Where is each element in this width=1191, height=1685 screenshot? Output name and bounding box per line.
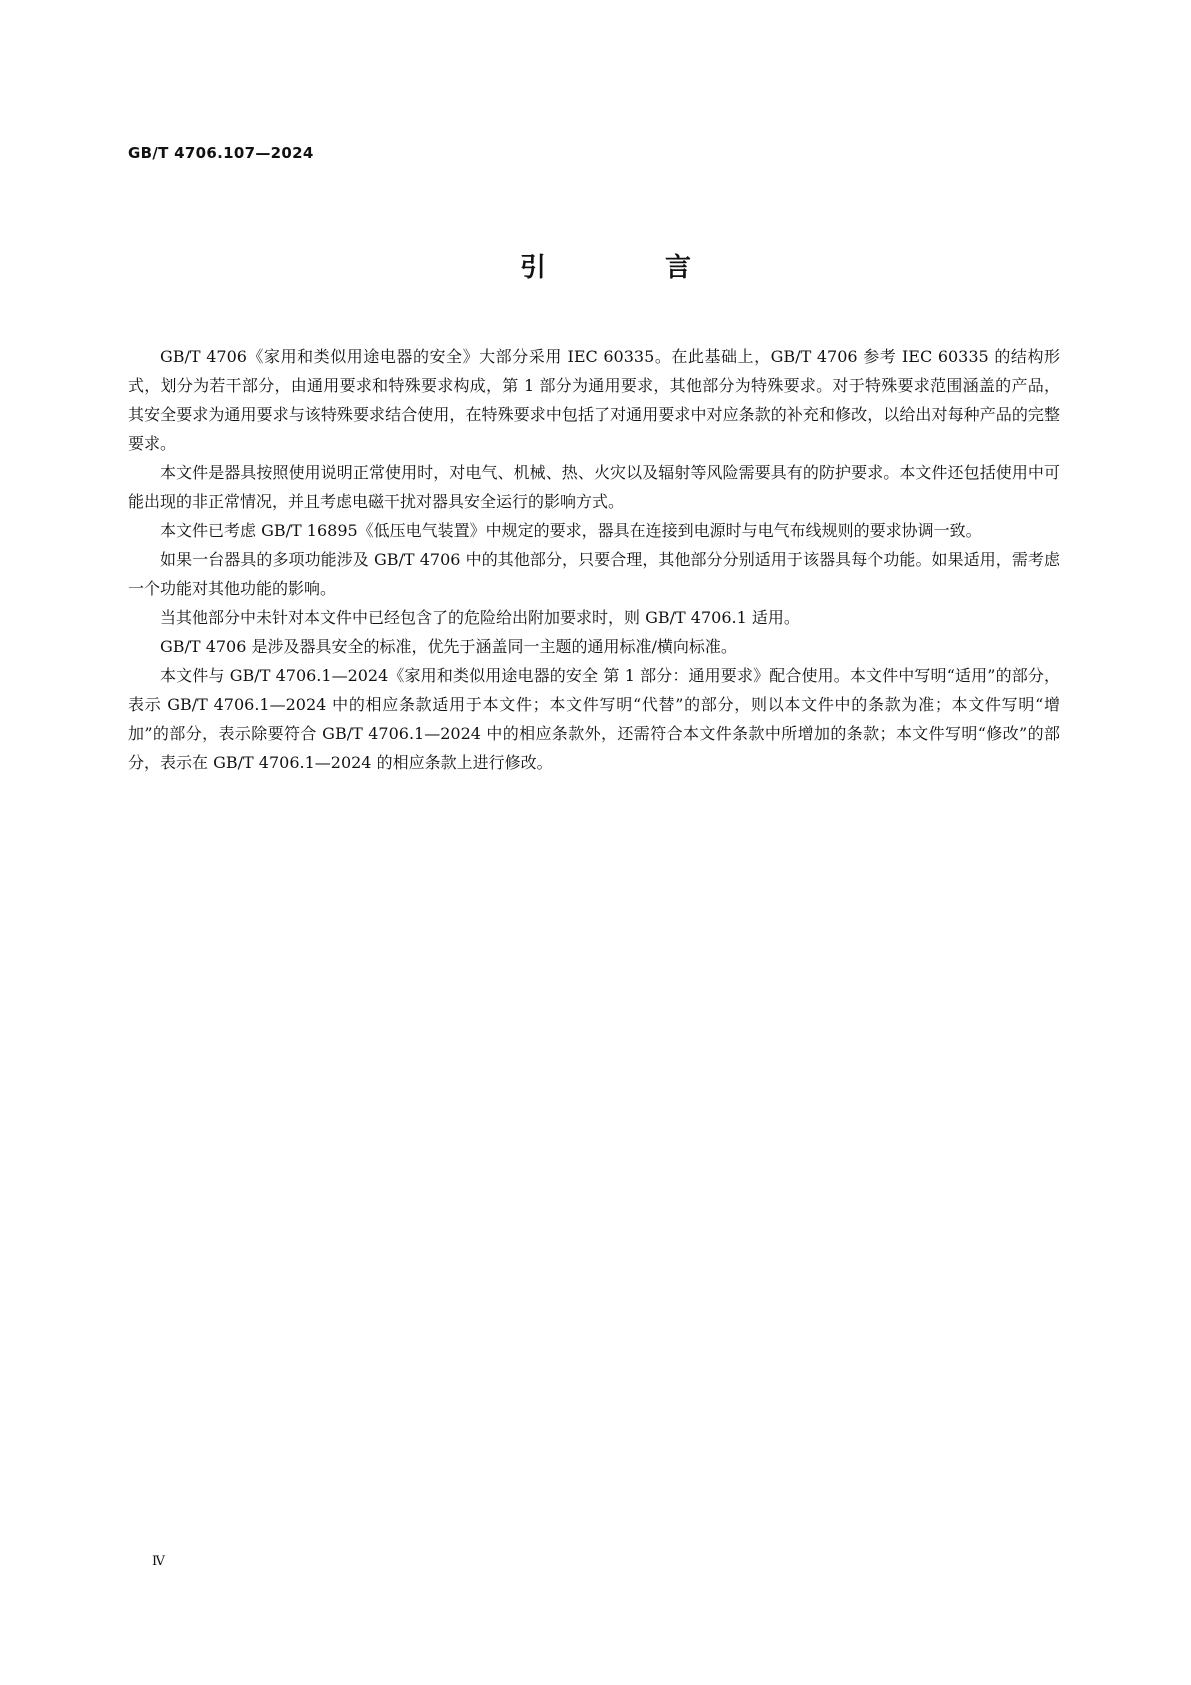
paragraph-7: 本文件与 GB/T 4706.1—2024《家用和类似用途电器的安全 第 1 部分：通用要求》配合使用。本文件中写明“适用”的部分，表示 GB/T 4706.1—2024 中的相应条款适用于本文件；本文件写明“代替”的部分，则以本文件中的条款为准；本文件写明“增加”的部分，表示除要符合 GB/T 4706.1—2024 中的相应条款外，还需符合本文件条款中所增加的条款；本文件写明“修改”的部分，表示在 GB/T 4706.1—2024 的相应条款上进行修改。 (128, 666, 1060, 772)
paragraph-5: 当其他部分中未针对本文件中已经包含了的危险给出附加要求时，则 GB/T 4706.1 适用。 (160, 608, 800, 627)
paragraph-6: GB/T 4706 是涉及器具安全的标准，优先于涵盖同一主题的通用标准/横向标准。 (160, 637, 737, 656)
introduction-content (128, 342, 1060, 777)
standard-number: GB/T 4706.107—2024 (128, 144, 314, 162)
paragraph-4: 如果一台器具的多项功能涉及 GB/T 4706 中的其他部分，只要合理，其他部分分别适用于该器具每个功能。如果适用，需考虑一个功能对其他功能的影响。 (128, 550, 1060, 598)
paragraph-3: 本文件已考虑 GB/T 16895《低压电气装置》中规定的要求，器具在连接到电源时与电气布线规则的要求协调一致。 (160, 521, 982, 540)
page-title: 引 言 (520, 253, 747, 283)
paragraph-1: GB/T 4706《家用和类似用途电器的安全》大部分采用 IEC 60335。在此基础上，GB/T 4706 参考 IEC 60335 的结构形式，划分为若干部分，由通用要求和特殊要求构成，第 1 部分为通用要求，其他部分为特殊要求。对于特殊要求范围涵盖的产品，其安全要求为通用要求与该特殊要求结合使用，在特殊要求中包括了对通用要求中对应条款的补充和修改，以给出对每种产品的完整要求。 (128, 347, 1060, 453)
page-number: Ⅳ (152, 1554, 165, 1569)
paragraph-2: 本文件是器具按照使用说明正常使用时，对电气、机械、热、火灾以及辐射等风险需要具有的防护要求。本文件还包括使用中可能出现的非正常情况，并且考虑电磁干扰对器具安全运行的影响方式。 (128, 463, 1060, 511)
